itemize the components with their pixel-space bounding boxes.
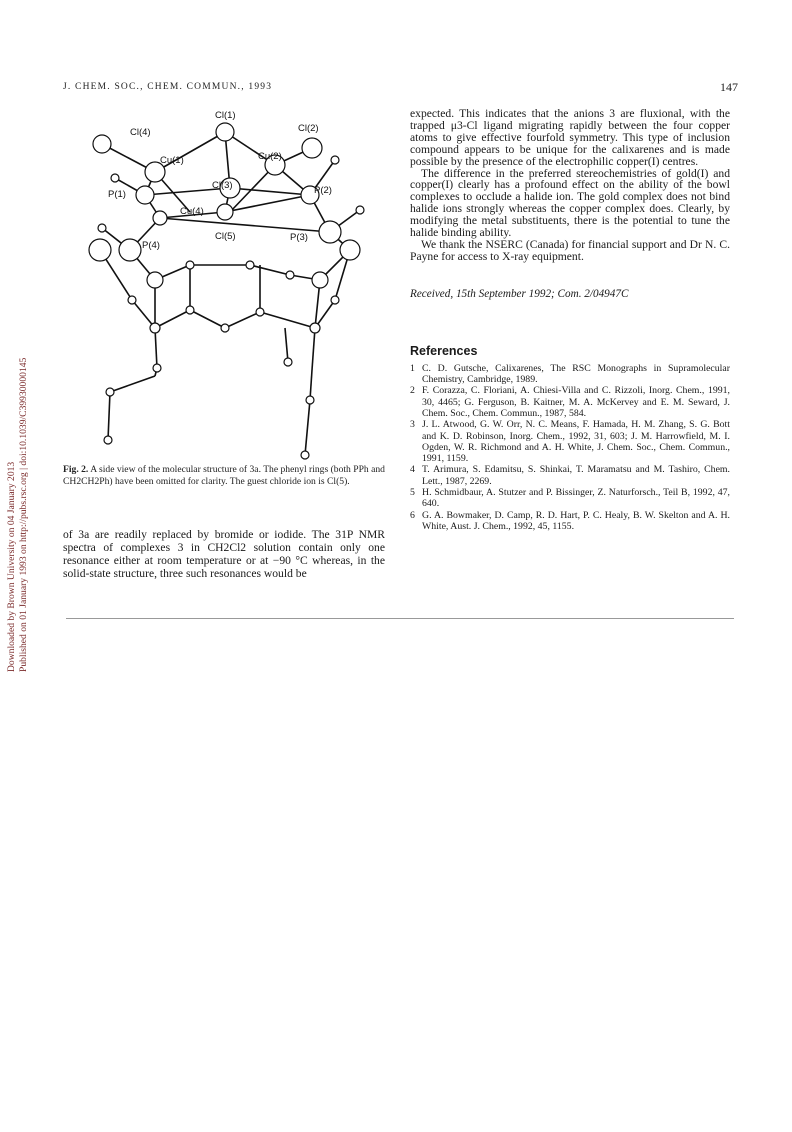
- reference-item: [410, 419, 730, 464]
- paragraph-1: expected. This indicates that the anions 3 are fluxional, with the trapped μ3-Cl ligand migrating rapidly between the four copper atoms to give effective fourfold symmetry. This type of inclusion compound appears to be unique for the calixarenes and is made possible by the presence of the electrophilic copper(I) centres.: [410, 107, 730, 168]
- label-cu1: Cu(1): [160, 155, 184, 166]
- label-cl4: Cl(4): [130, 127, 151, 138]
- label-p4: P(4): [142, 240, 160, 251]
- reference-text: J. L. Atwood, G. W. Orr, N. C. Means, F. Hamada, H. M. Zhang, S. G. Bott and K. D. Robinson, Inorg. Chem., 1992, 31, 603; J. M. Harrowfield, M. I. Ogden, W. R. Richmond and A. H. White, J. Chem. Soc., Chem. Commun., 1991, 1159.: [422, 419, 730, 465]
- left-column-text: of 3a are readily replaced by bromide or iodide. The 31P NMR spectra of complexes 3 in CH2Cl2 solution contain only one resonance either at room temperature or at −90 °C whereas, in the solid-state structure, three such resonances would be: [63, 527, 385, 581]
- reference-text: G. A. Bowmaker, D. Camp, R. D. Hart, P. C. Healy, B. W. Skelton and A. H. White, Aust. J. Chem., 1992, 45, 1155.: [422, 509, 730, 532]
- download-stamp-line-2: Published on 01 January 1993 on http://pubs.rsc.org | doi:10.1039/C39930000145: [18, 357, 29, 672]
- reference-text: F. Corazza, C. Floriani, A. Chiesi-Villa and C. Rizzoli, Inorg. Chem., 1991, 30, 4465; G. Ferguson, B. Kaitner, M. A. McKervey and E. M. Seward, J. Chem. Soc., Chem. Commun., 1987, 584.: [422, 385, 730, 419]
- reference-item: [410, 464, 730, 487]
- label-p1: P(1): [108, 189, 126, 200]
- reference-number: 5: [410, 487, 415, 499]
- caption-text: A side view of the molecular structure of 3a. The phenyl rings (both PPh and CH2CH2Ph) have been omitted for clarity. The guest chloride ion is Cl(5).: [63, 464, 385, 487]
- paragraph-3: We thank the NSERC (Canada) for financial support and Dr N. C. Payne for access to X-ray equipment.: [410, 237, 730, 263]
- molecular-structure-drawing: [60, 100, 390, 460]
- download-stamp-line-1: Downloaded by Brown University on 04 January 2013: [6, 461, 17, 672]
- paragraph-2: The difference in the preferred stereochemistries of gold(I) and copper(I) clearly has a profound effect on the ability of the bowl complexes to occlude a halide ion. The gold complex does not bind halide ions strongly whereas the copper complex does. Clearly, by modifying the metal substituents, there is the potential to tune the halide binding ability.: [410, 166, 730, 240]
- label-cl1: Cl(1): [215, 110, 236, 121]
- references-heading: References: [410, 343, 478, 358]
- reference-text: C. D. Gutsche, Calixarenes, The RSC Monographs in Supramolecular Chemistry, Cambridge, 1989.: [422, 362, 730, 386]
- right-column: [410, 108, 730, 532]
- reference-item: [410, 510, 730, 533]
- reference-text: T. Arimura, S. Edamitsu, S. Shinkai, T. Maramatsu and M. Tashiro, Chem. Lett., 1987, 2269.: [422, 464, 730, 487]
- download-stamp: [0, 300, 34, 670]
- reference-text: H. Schmidbaur, A. Stutzer and P. Bissinger, Z. Naturforsch., Teil B, 1992, 47, 640.: [422, 487, 730, 510]
- reference-item: [410, 363, 730, 386]
- references-list: [410, 363, 730, 532]
- atom-spheres: [89, 123, 364, 459]
- reference-number: 4: [410, 464, 415, 476]
- label-p3: P(3): [290, 232, 308, 243]
- received-line: Received, 15th September 1992; Com. 2/04947C: [410, 287, 629, 300]
- reference-item: [410, 385, 730, 419]
- caption-label: Fig. 2.: [63, 464, 89, 475]
- page-number: 147: [720, 80, 738, 94]
- label-p2: P(2): [314, 185, 332, 196]
- reference-item: [410, 487, 730, 510]
- label-cl2: Cl(2): [298, 123, 319, 134]
- label-cu2: Cu(2): [258, 151, 282, 162]
- bottom-rule: [66, 618, 734, 619]
- label-cl5: Cl(5): [215, 231, 236, 242]
- molecular-structure-figure: [60, 100, 390, 460]
- running-head: J. CHEM. SOC., CHEM. COMMUN., 1993: [63, 82, 273, 92]
- reference-number: 1: [410, 362, 415, 374]
- label-cl3: Cl(3): [212, 180, 233, 191]
- label-cu4: Cu(4): [180, 206, 204, 217]
- reference-number: 3: [410, 419, 415, 431]
- reference-number: 2: [410, 385, 415, 397]
- reference-number: 6: [410, 509, 415, 521]
- figure-caption: [63, 464, 385, 487]
